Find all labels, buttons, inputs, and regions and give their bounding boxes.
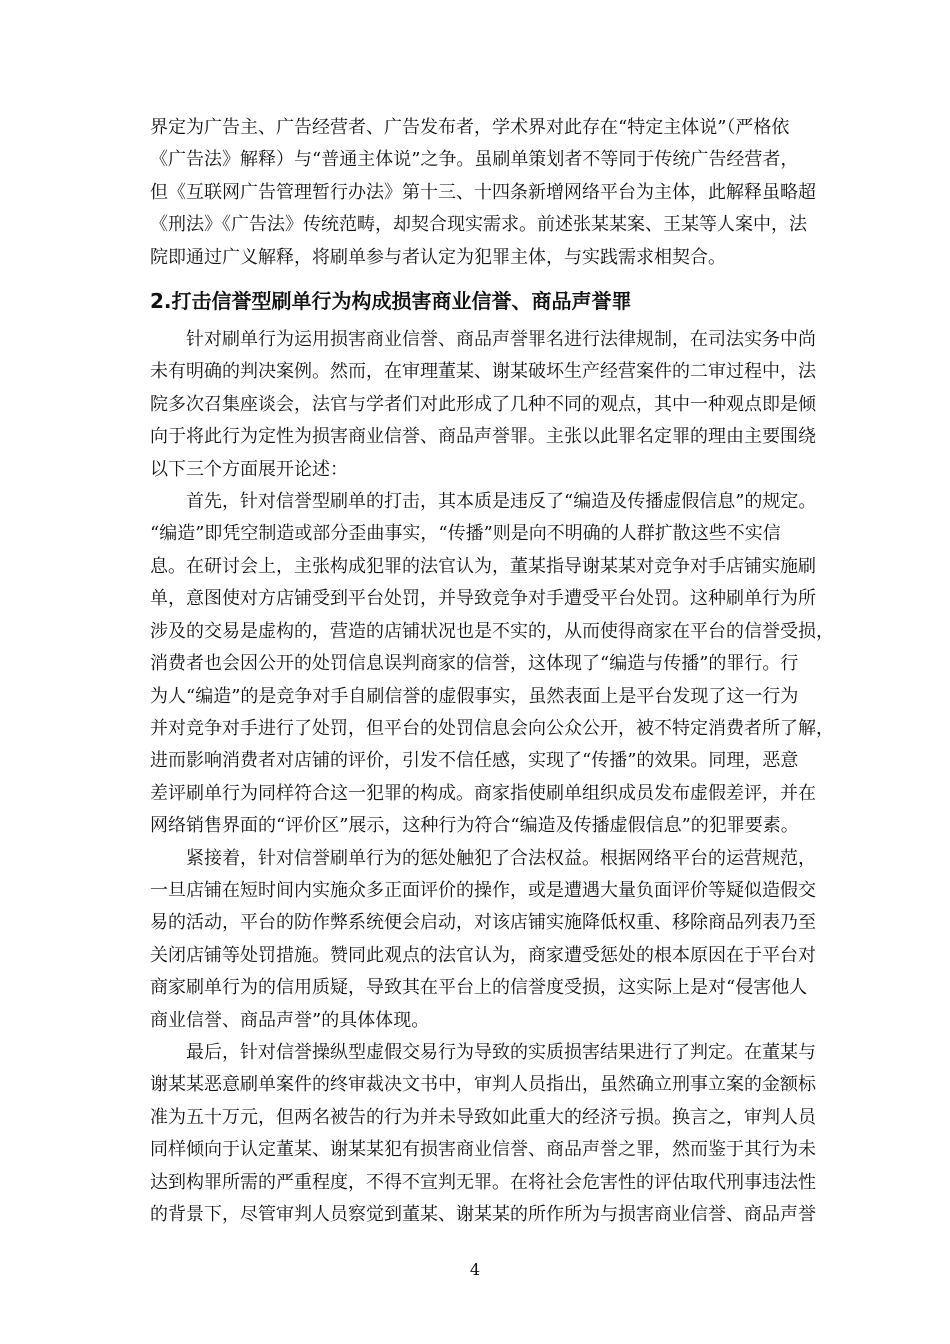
- body-paragraph: [150, 486, 870, 842]
- body-paragraph: [150, 1037, 870, 1231]
- document-body: [150, 112, 870, 1231]
- text-line: 但《互联网广告管理暂行办法》第十三、十四条新增网络平台为主体，此解释虽略超: [150, 181, 816, 203]
- text-line: 息。在研讨会上，主张构成犯罪的法官认为，董某指导谢某某对竞争对手店铺实施刷: [150, 555, 816, 577]
- text-line: 《广告法》解释）与“普通主体说”之争。虽刷单策划者不等同于传统广告经营者，: [150, 149, 799, 171]
- text-line: 界定为广告主、广告经营者、广告发布者，学术界对此存在“特定主体说”（严格依: [150, 117, 790, 138]
- text-line: 为人“编造”的是竞争对手自刷信誉的虚假事实，虽然表面上是平台发现了这一行为: [150, 685, 799, 707]
- text-line: 准为五十万元，但两名被告的行为并未导致如此重大的经济亏损。换言之，审判人员: [150, 1106, 816, 1128]
- text-line: 紧接着，针对信誉刷单行为的惩处触犯了合法权益。根据网络平台的运营规范，: [150, 847, 816, 869]
- text-line: 同样倾向于认定董某、谢某某犯有损害商业信誉、商品声誉之罪，然而鉴于其行为未: [150, 1139, 816, 1161]
- text-line: 商家刷单行为的信用质疑，导致其在平台上的信誉度受损，这实际上是对“侵害他人: [150, 977, 808, 999]
- text-line: 关闭店铺等处罚措施。赞同此观点的法官认为，商家遭受惩处的根本原因在于平台对: [150, 944, 816, 966]
- body-paragraph: [150, 324, 870, 486]
- text-line: 消费者也会因公开的处罚信息误判商家的信誉，这体现了“编造与传播”的罪行。行: [150, 653, 799, 675]
- page-number: 4: [469, 1260, 481, 1279]
- text-line: 首先，针对信誉型刷单的打击，其本质是违反了“编造及传播虚假信息”的规定。: [150, 491, 817, 513]
- text-line: 未有明确的判决案例。然而，在审理董某、谢某破坏生产经营案件的二审过程中，法: [150, 361, 816, 383]
- section-heading: 2.打击信誉型刷单行为构成损害商业信誉、商品声誉罪: [150, 289, 632, 314]
- text-line: 以下三个方面展开论述：: [150, 458, 348, 480]
- text-line: 针对刷单行为运用损害商业信誉、商品声誉罪名进行法律规制，在司法实务中尚: [150, 329, 816, 351]
- text-line: 院多次召集座谈会，法官与学者们对此形成了几种不同的观点，其中一种观点即是倾: [150, 393, 816, 415]
- text-line: 达到构罪所需的严重程度，不得不宣判无罪。在将社会危害性的评估取代刑事违法性: [150, 1171, 816, 1193]
- text-line: 的背景下，尽管审判人员察觉到董某、谢某某的所作所为与损害商业信誉、商品声誉: [150, 1204, 816, 1225]
- text-line: 商业信誉、商品声誉”的具体体现。: [150, 1009, 430, 1031]
- text-line: “编造”即凭空制造或部分歪曲事实，“传播”则是向不明确的人群扩散这些不实信: [150, 523, 781, 545]
- text-line: 易的活动，平台的防作弊系统便会启动，对该店铺实施降低权重、移除商品列表乃至: [150, 912, 816, 934]
- text-line: 向于将此行为定性为损害商业信誉、商品声誉罪。主张以此罪名定罪的理由主要围绕: [150, 426, 816, 448]
- text-line: 一旦店铺在短时间内实施众多正面评价的操作，或是遭遇大量负面评价等疑似造假交: [150, 879, 816, 901]
- text-line: 谢某某恶意刷单案件的终审裁决文书中，审判人员指出，虽然确立刑事立案的金额标: [150, 1074, 816, 1096]
- text-line: 《刑法》《广告法》传统范畴，却契合现实需求。前述张某某案、王某等人案中，法: [150, 214, 807, 236]
- body-paragraph: [150, 112, 870, 274]
- text-line: 差评刷单行为同样符合这一犯罪的构成。商家指使刷单组织成员发布虚假差评，并在: [150, 782, 816, 804]
- body-paragraph: [150, 843, 870, 1037]
- text-line: 涉及的交易是虚构的，营造的店铺状况也是不实的，从而使得商家在平台的信誉受损，: [150, 620, 834, 642]
- text-line: 网络销售界面的“评价区”展示，这种行为符合“编造及传播虚假信息”的犯罪要素。: [150, 815, 799, 837]
- text-line: 最后，针对信誉操纵型虚假交易行为导致的实质损害结果进行了判定。在董某与: [150, 1041, 816, 1063]
- text-line: 单，意图使对方店铺受到平台处罚，并导致竞争对手遭受平台处罚。这种刷单行为所: [150, 588, 816, 610]
- text-line: 进而影响消费者对店铺的评价，引发不信任感，实现了“传播”的效果。同理，恶意: [150, 750, 799, 772]
- text-line: 并对竞争对手进行了处罚，但平台的处罚信息会向公众公开，被不特定消费者所了解，: [150, 717, 834, 739]
- text-line: 院即通过广义解释，将刷单参与者认定为犯罪主体，与实践需求相契合。: [150, 246, 726, 268]
